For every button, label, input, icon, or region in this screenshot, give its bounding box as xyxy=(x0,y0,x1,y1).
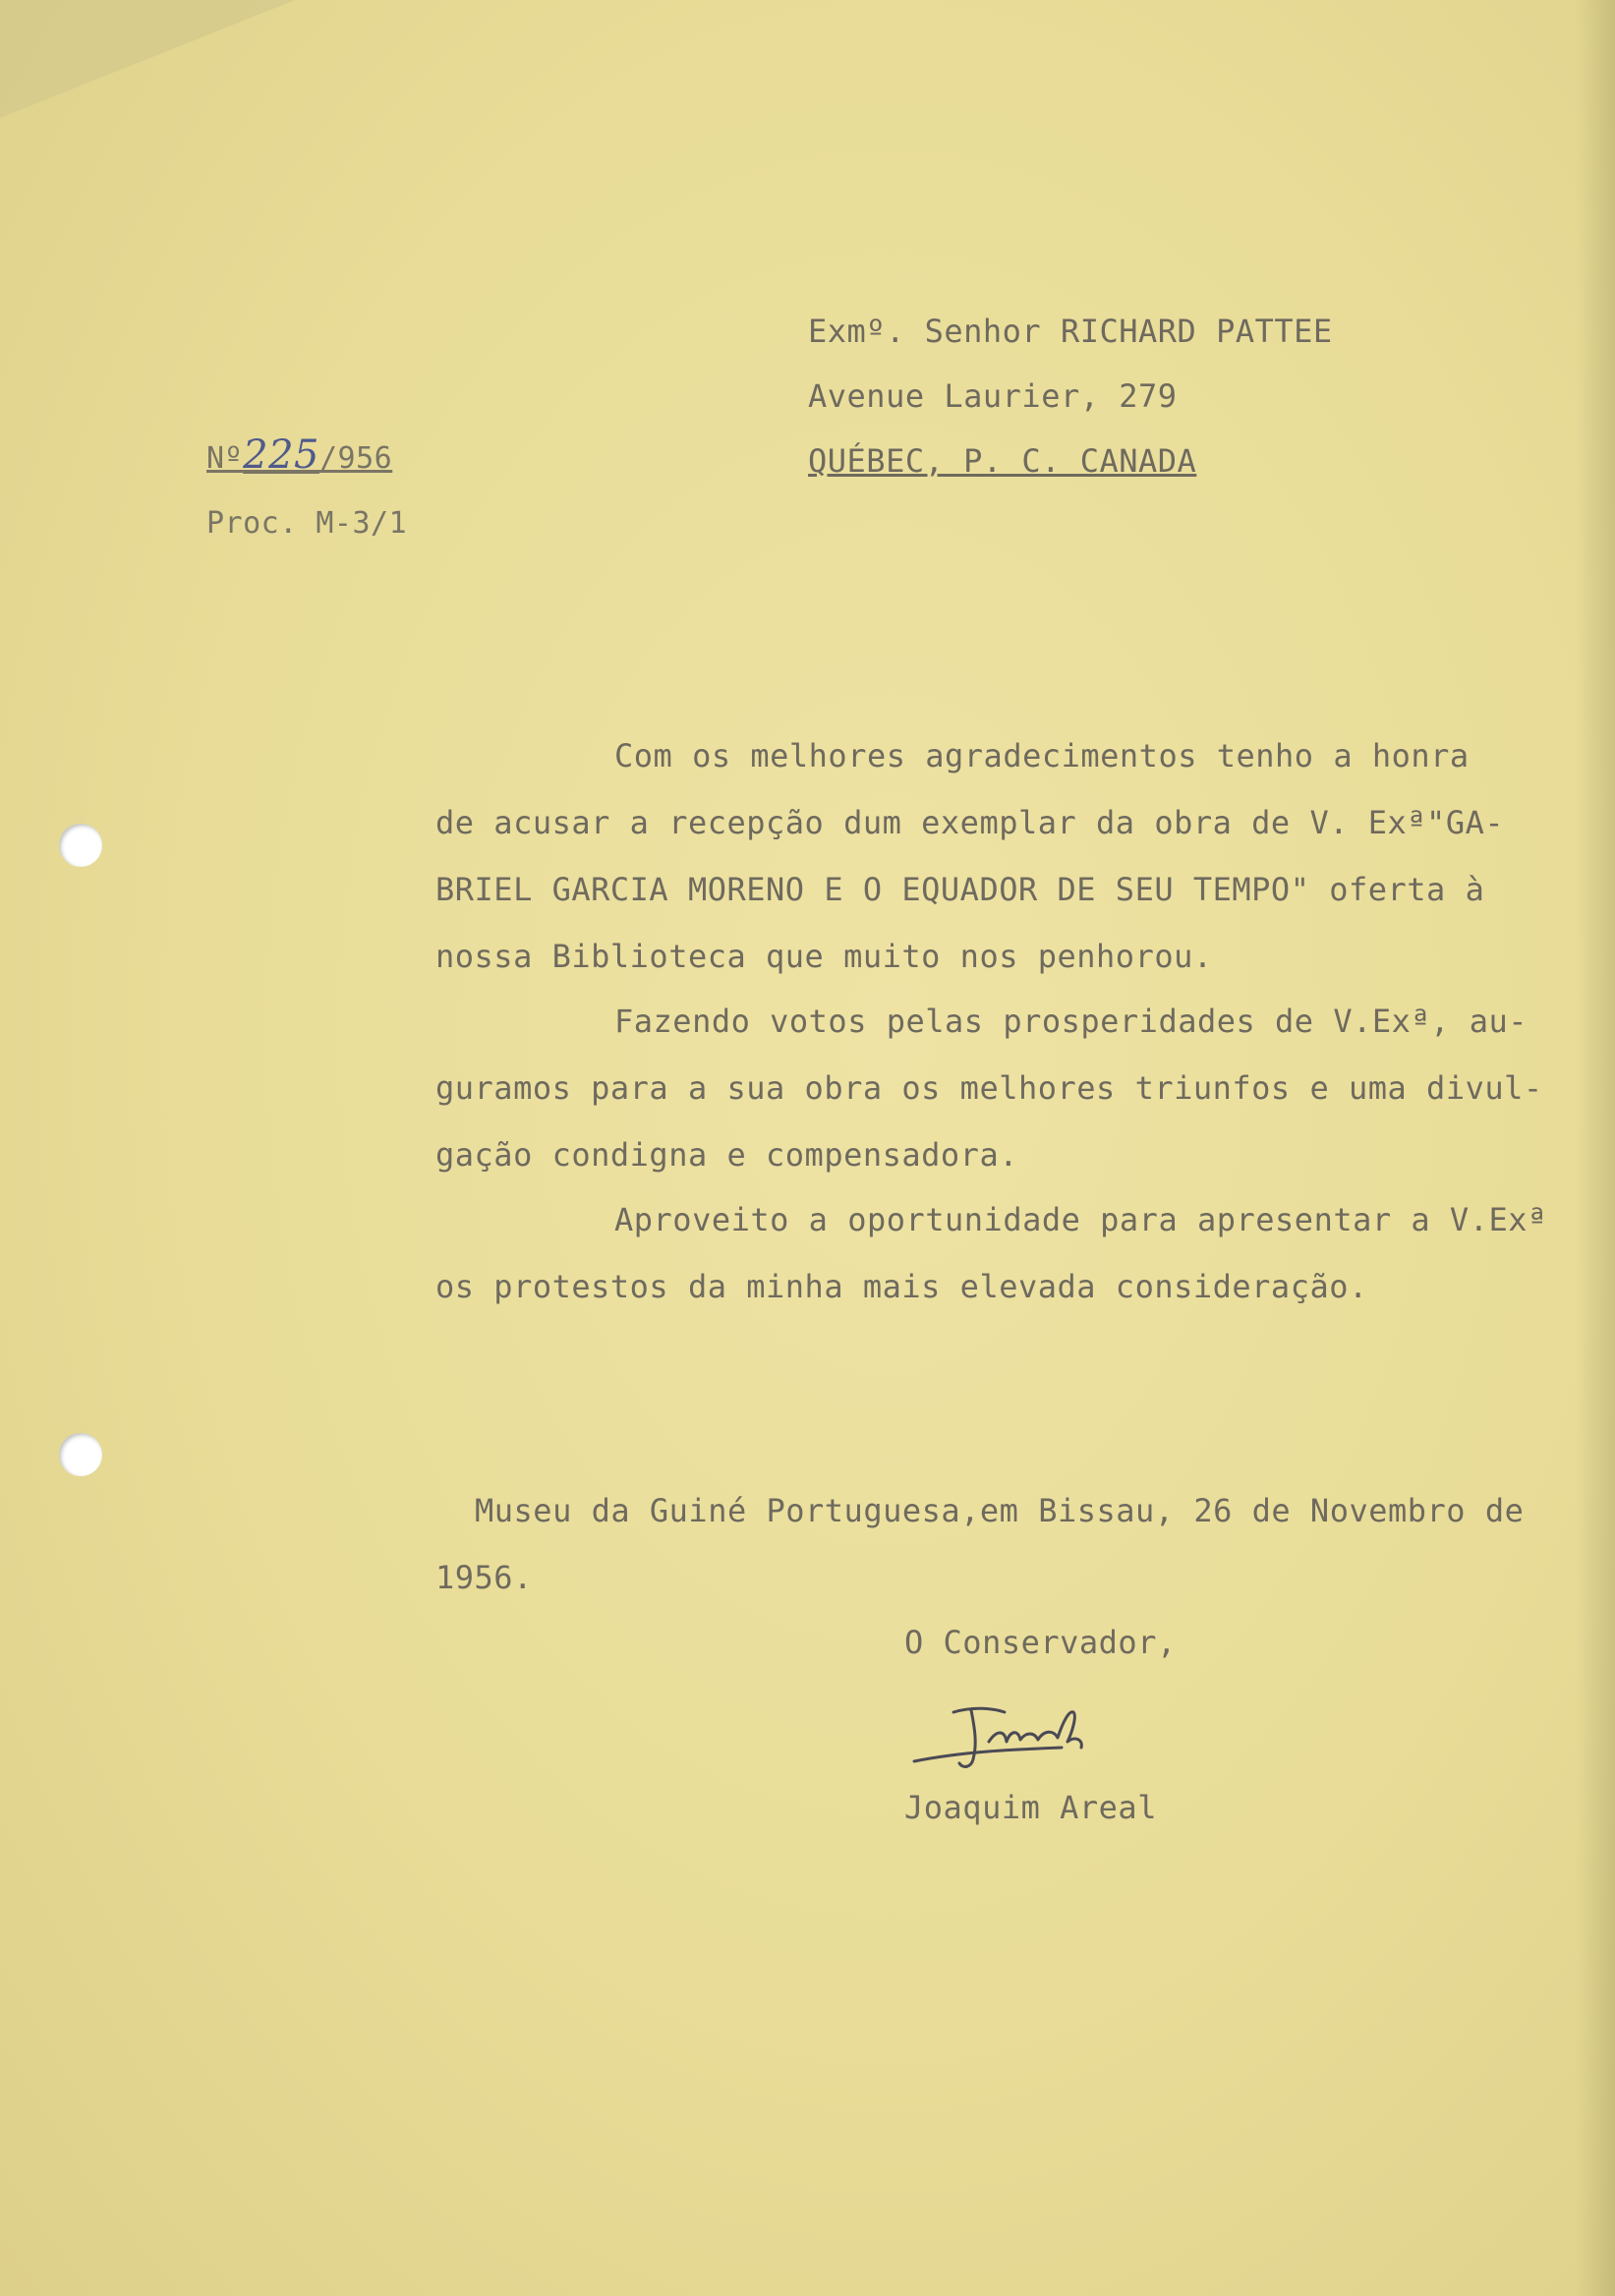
punch-hole-bottom xyxy=(59,1433,102,1476)
body-line: Fazendo votos pelas prosperidades de V.Exª, au- xyxy=(614,1003,1528,1040)
addressee-name: Exmº. Senhor RICHARD PATTEE xyxy=(808,313,1333,350)
signatory-title: O Conservador, xyxy=(904,1624,1177,1661)
addressee-street: Avenue Laurier, 279 xyxy=(808,377,1178,415)
reference-number xyxy=(206,432,392,478)
handwritten-reference-number: 225 xyxy=(243,432,319,478)
reference-prefix: Nº xyxy=(206,441,244,476)
body-line: BRIEL GARCIA MORENO E O EQUADOR DE SEU TEMPO" oferta à xyxy=(435,871,1485,908)
reference-year: /956 xyxy=(318,441,393,476)
punch-hole-top xyxy=(59,824,102,867)
body-line: de acusar a recepção dum exemplar da obra de V. Exª"GA- xyxy=(435,804,1505,841)
body-line: gação condigna e compensadora. xyxy=(435,1136,1018,1174)
body-line: guramos para a sua obra os melhores triunfos e uma divul- xyxy=(435,1069,1543,1107)
body-line: os protestos da minha mais elevada consideração. xyxy=(435,1268,1368,1305)
body-line: Com os melhores agradecimentos tenho a honra xyxy=(614,737,1470,775)
handwritten-signature xyxy=(894,1691,1189,1789)
body-line: Aproveito a oportunidade para apresentar a V.Exª xyxy=(614,1201,1547,1238)
process-code: Proc. M-3/1 xyxy=(206,506,408,541)
body-line: nossa Biblioteca que muito nos penhorou. xyxy=(435,938,1213,975)
place-date-line: Museu da Guiné Portuguesa,em Bissau, 26 de Novembro de xyxy=(475,1492,1525,1529)
paper-edge-shadow xyxy=(1576,0,1615,2296)
signatory-name: Joaquim Areal xyxy=(904,1789,1157,1826)
addressee-city: QUÉBEC, P. C. CANADA xyxy=(808,442,1197,480)
folded-corner xyxy=(0,0,295,118)
place-date-year: 1956. xyxy=(435,1559,533,1596)
